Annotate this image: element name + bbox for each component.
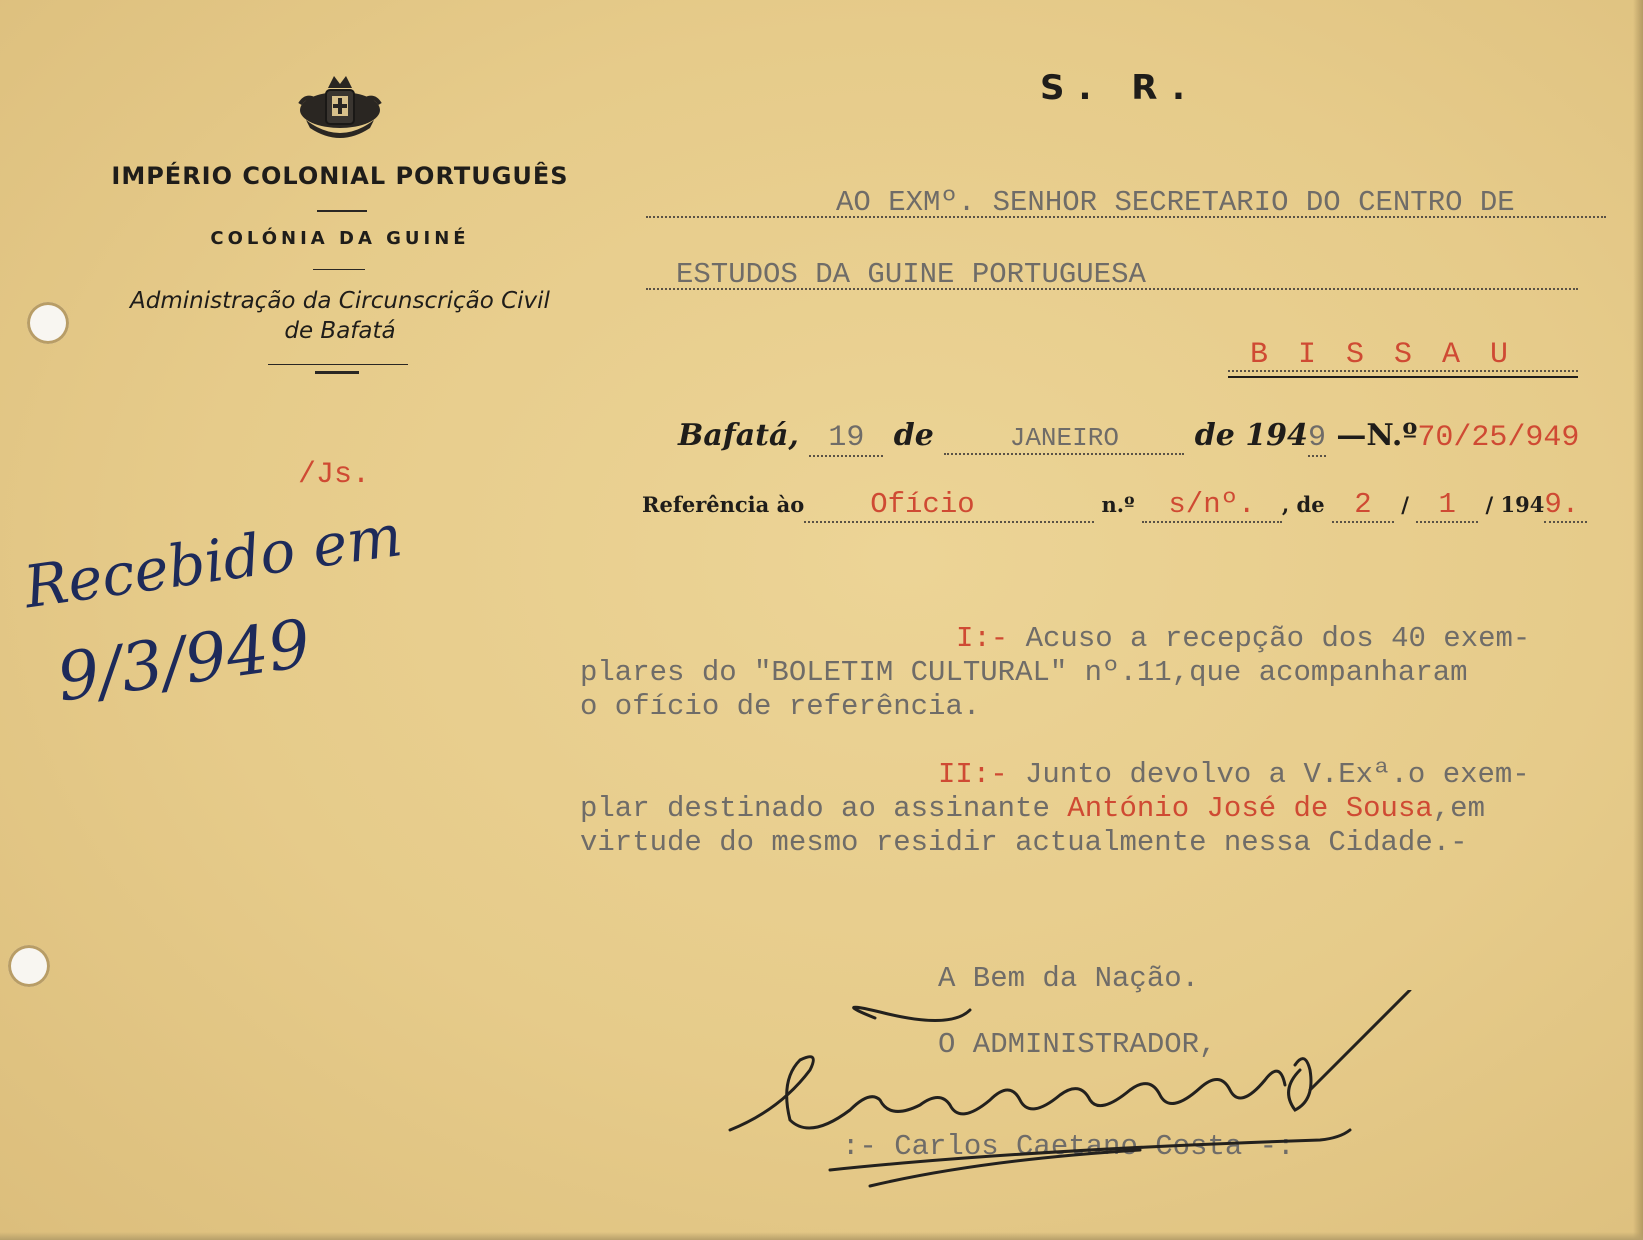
- date-place: Bafatá,: [678, 418, 799, 453]
- reference-label: Referência ào: [642, 492, 805, 517]
- reference-type: Ofício: [804, 488, 1094, 523]
- body-para2-marker: II:-: [938, 758, 1008, 791]
- portuguese-coat-of-arms-icon: [292, 70, 388, 142]
- body-para2-line2-a: plar destinado ao assinante: [580, 792, 1050, 825]
- reference-line: [642, 488, 1587, 523]
- handwritten-note-line1: Recebido em: [20, 501, 407, 622]
- punch-hole-bottom: [8, 945, 50, 987]
- punch-hole-top: [27, 302, 69, 344]
- reference-sep-1: /: [1401, 492, 1409, 517]
- body-para2-line2: [580, 792, 1485, 825]
- body-para2-line1-text: Junto devolvo a V.Exª.o exem-: [1025, 758, 1530, 791]
- reference-de-label: , de: [1281, 492, 1325, 517]
- reference-sep-2: /: [1485, 492, 1494, 517]
- date-year-prefix: 194: [1245, 418, 1308, 453]
- date-line: [678, 418, 1579, 457]
- reference-year-suffix: 9.: [1544, 488, 1587, 523]
- handwritten-signature: [720, 990, 1440, 1190]
- letterhead-divider-3: [268, 364, 408, 365]
- letterhead-administration-line2: de Bafatá: [284, 318, 396, 344]
- reference-code: /Js.: [298, 458, 371, 492]
- reference-day: 2: [1332, 488, 1394, 523]
- body-para1-line2: plares do "BOLETIM CULTURAL" nº.11,que acompanharam: [580, 656, 1468, 689]
- addressee-city-underline: [1228, 376, 1578, 378]
- body-para1-marker: I:-: [956, 622, 1009, 655]
- addressee-line2: ESTUDOS DA GUINE PORTUGUESA: [676, 258, 1146, 291]
- letterhead-divider-4: [315, 371, 359, 374]
- date-de-2: de: [1194, 418, 1235, 453]
- handwritten-received-note: [20, 501, 420, 719]
- letterhead-divider-1: [317, 210, 367, 212]
- letterhead-divider-2: [313, 269, 365, 270]
- date-month: JANEIRO: [944, 423, 1184, 455]
- closing-title: O ADMINISTRADOR,: [938, 1028, 1217, 1061]
- handwritten-note-line2: 9/3/949: [52, 604, 316, 717]
- date-day: 19: [809, 421, 883, 457]
- date-number: 70/25/949: [1417, 421, 1580, 455]
- body-para2-line2-b: ,em: [1432, 792, 1485, 825]
- date-year-suffix: 9: [1307, 421, 1326, 455]
- body-para1-line1: [956, 622, 1530, 655]
- reference-month: 1: [1416, 488, 1478, 523]
- body-para2-line3: virtude do mesmo residir actualmente nessa Cidade.-: [580, 826, 1468, 859]
- reference-number: s/nº.: [1142, 488, 1282, 523]
- addressee-city: B I S S A U: [1250, 338, 1515, 372]
- letterhead-administration-line1: Administração da Circunscrição Civil: [130, 288, 550, 314]
- body-para2-subscriber-name: António José de Sousa: [1067, 792, 1433, 825]
- date-de-1: de: [893, 418, 934, 453]
- body-para2-line1: [938, 758, 1530, 791]
- date-number-label: —N.º: [1336, 418, 1418, 453]
- paper-edge-right: [1633, 0, 1643, 1240]
- body-para1-line1-text: Acuso a recepção dos 40 exem-: [1025, 622, 1531, 655]
- addressee-line1: AO EXMº. SENHOR SECRETARIO DO CENTRO DE: [836, 186, 1515, 219]
- body-para1-line3: o ofício de referência.: [580, 690, 981, 723]
- reference-n-label: n.º: [1101, 492, 1135, 517]
- letterhead-colony: COLÓNIA DA GUINÉ: [210, 228, 470, 249]
- closing-salutation: A Bem da Nação.: [938, 962, 1200, 995]
- closing-signatory: :- Carlos Caetano Costa -:: [842, 1130, 1295, 1163]
- letterhead-empire: IMPÉRIO COLONIAL PORTUGUÊS: [111, 162, 569, 190]
- sr-mark: S. R.: [1040, 68, 1199, 108]
- paper-edge-bottom: [0, 1232, 1643, 1240]
- reference-year-prefix: 194: [1500, 492, 1545, 517]
